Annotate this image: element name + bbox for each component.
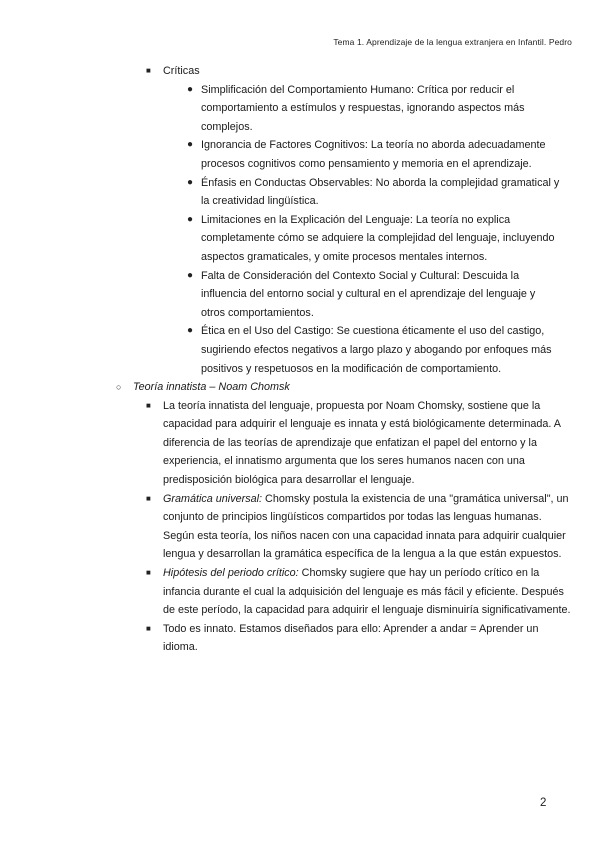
list-item — [0, 174, 600, 211]
list-item-lead: Hipótesis del periodo crítico: — [163, 567, 299, 580]
square-bullet-icon: ■ — [146, 568, 151, 578]
list-item-text: Ética en el Uso del Castigo: Se cuestiona éticamente el uso del castigo, sugiriendo efectos negativos a largo plazo y abogando por enfoques más positivos y respetuosos en la modificación de comportamiento. — [201, 325, 552, 375]
list-item — [0, 564, 600, 620]
list-item — [0, 397, 600, 490]
list-item-text: Ignorancia de Factores Cognitivos: La teoría no aborda adecuadamente procesos cognitivos como pensamiento y memoria en el aprendizaje. — [201, 139, 546, 170]
square-bullet-icon: ■ — [146, 623, 151, 633]
section-innatista-heading — [0, 378, 600, 397]
list-item-text — [163, 620, 573, 657]
circle-bullet-icon: ○ — [116, 382, 122, 393]
page-number: 2 — [540, 797, 547, 809]
disc-bullet-icon: ● — [187, 139, 194, 151]
disc-bullet-icon: ● — [187, 325, 194, 337]
list-item — [0, 322, 600, 378]
running-header: Tema 1. Aprendizaje de la lengua extranjera en Infantil. Pedro — [333, 37, 572, 47]
disc-bullet-icon: ● — [187, 213, 194, 225]
section-title: Críticas — [163, 65, 200, 77]
list-item-text: Énfasis en Conductas Observables: No aborda la complejidad gramatical y la creatividad lingüística. — [201, 176, 560, 208]
list-item-body: Chomsky postula la existencia de una "gramática universal", un conjunto de principios lingüísticos compartidos por todas las lenguas humanas. Según esta teoría, los niños nacen con una capacidad innata para adquirir cualquier lengua y desarrollan la gramática específica de la lengua a la que están expuestos. — [163, 492, 569, 561]
list-item-text — [163, 490, 573, 564]
list-item-text: Falta de Consideración del Contexto Social y Cultural: Descuida la influencia del entorno social y cultural en el aprendizaje del lenguaje y otros comportamientos. — [201, 269, 536, 319]
list-item-body: La teoría innatista del lenguaje, propuesta por Noam Chomsky, sostiene que la capacidad para adquirir el lenguaje es innata y está biológicamente determinada. A diferencia de las teorías de aprendizaje que enfatizan el papel del entorno y la experiencia, el innatismo argumenta que los seres humanos nacen con una predisposición biológica para desarrollar el lenguaje. — [163, 399, 561, 487]
disc-bullet-icon: ● — [187, 83, 194, 95]
list-item-text: Limitaciones en la Explicación del Lenguaje: La teoría no explica completamente cómo se adquiere la complejidad del lenguaje, incluyendo aspectos gramaticales, y omite procesos mentales internos. — [201, 213, 555, 263]
list-item-body: Chomsky sugiere que hay un período crítico en la infancia durante el cual la adquisición del lenguaje es más fácil y eficiente. Después de este período, la capacidad para adquirir el lenguaje disminuiría significativamente. — [163, 567, 571, 617]
list-item-lead: Gramática universal: — [163, 492, 263, 505]
square-bullet-icon: ■ — [146, 400, 151, 410]
list-item-text — [163, 397, 573, 490]
disc-bullet-icon: ● — [187, 269, 194, 281]
list-item — [0, 136, 600, 173]
document-body — [0, 62, 600, 657]
list-item-text — [163, 564, 573, 620]
list-item-body: Todo es innato. Estamos diseñados para ello: Aprender a andar = Aprender un idioma. — [163, 622, 539, 654]
list-item — [0, 267, 600, 323]
list-item — [0, 620, 600, 657]
section-criticas-heading — [0, 62, 600, 81]
square-bullet-icon: ■ — [146, 66, 151, 75]
disc-bullet-icon: ● — [187, 176, 194, 188]
list-item-text: Simplificación del Comportamiento Humano: Crítica por reducir el comportamiento a estímulos y respuestas, ignorando aspectos más complejos. — [201, 83, 525, 133]
list-item — [0, 211, 600, 267]
section-title: Teoría innatista – Noam Chomsk — [133, 381, 290, 394]
square-bullet-icon: ■ — [146, 493, 151, 503]
list-item — [0, 490, 600, 564]
list-item — [0, 81, 600, 137]
